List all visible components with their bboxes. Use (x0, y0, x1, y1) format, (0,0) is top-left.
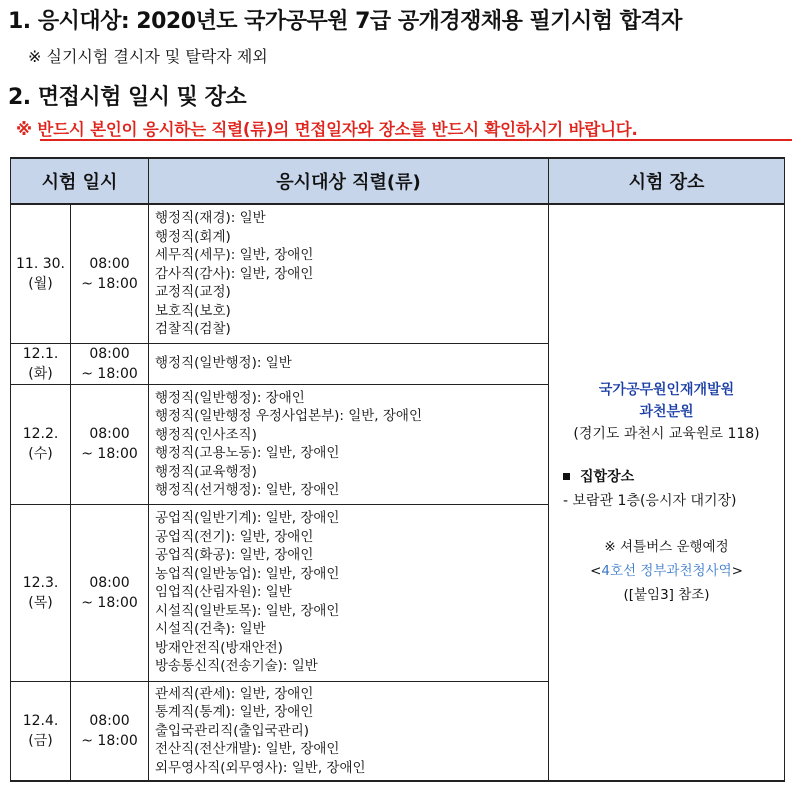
warning-underline (40, 139, 792, 141)
date-cell: 12.1. (화) (11, 343, 71, 384)
job-item: 검찰직(검찰) (155, 321, 231, 337)
assembly-detail: - 보람관 1층(응시자 대기장) (563, 492, 737, 509)
job-series-cell (149, 681, 549, 781)
header-datetime: 시험 일시 (11, 158, 149, 204)
job-item: 행정직(회계) (155, 228, 231, 245)
shuttle-note: ※ 셔틀버스 운행예정 (604, 538, 729, 555)
date-cell: 12.4. (금) (11, 681, 71, 781)
date-cell: 11. 30. (월) (11, 204, 71, 343)
job-item: 시설직(일반토목): 일반, 장애인 (155, 602, 340, 619)
job-series-cell (149, 504, 549, 681)
job-item: 방송통신직(전송기술): 일반 (155, 658, 318, 675)
job-item: 행정직(선거행정): 일반, 장애인 (155, 482, 340, 498)
job-item: 공업직(전기): 일반, 장애인 (155, 528, 314, 545)
time-cell: 08:00 ~ 18:00 (71, 681, 149, 781)
job-item: 세무직(세무): 일반, 장애인 (155, 247, 314, 263)
job-item: 통계직(통계): 일반, 장애인 (155, 704, 314, 720)
assembly-label: 집합장소 (580, 468, 635, 485)
shuttle-info (549, 535, 784, 607)
job-item: 보호직(보호) (155, 302, 231, 319)
heading-interview-schedule: 2. 면접시험 일시 및 장소 (8, 85, 247, 110)
job-series-cell (149, 343, 549, 384)
venue-name: 국가공무원인재개발원 (598, 381, 735, 398)
job-item: 출입국관리직(출입국관리) (155, 722, 309, 739)
job-item: 교정직(교정) (155, 284, 231, 300)
warning-notice: ※ 반드시 본인이 응시하는 직렬(류)의 면접일자와 장소를 반드시 확인하시기 바랍니다. (16, 120, 638, 139)
job-item: 외무영사직(외무영사): 일반, 장애인 (155, 759, 366, 776)
date-cell: 12.3. (목) (11, 504, 71, 681)
header-job-series: 응시대상 직렬(류) (149, 158, 549, 204)
job-item: 행정직(재경): 일반 (155, 210, 266, 226)
square-bullet-icon (563, 473, 570, 480)
time-cell: 08:00 ~ 18:00 (71, 504, 149, 681)
time-cell: 08:00 ~ 18:00 (71, 204, 149, 343)
assembly-point (549, 465, 784, 513)
job-series-cell (149, 204, 549, 343)
job-item: 행정직(일반행정): 일반 (155, 355, 292, 372)
job-item: 관세직(관세): 일반, 장애인 (155, 685, 314, 702)
shuttle-station-line: <4호선 정부과천청사역> (590, 562, 743, 579)
job-item: 행정직(일반행정): 장애인 (155, 389, 305, 406)
table-header-row (11, 158, 785, 204)
time-cell: 08:00 ~ 18:00 (71, 343, 149, 384)
venue-address: (경기도 과천시 교육원로 118) (573, 425, 760, 442)
shuttle-reference: ([붙임3] 참조) (623, 586, 710, 603)
job-item: 공업직(화공): 일반, 장애인 (155, 547, 314, 564)
job-item: 행정직(고용노동): 일반, 장애인 (155, 445, 340, 461)
table-row (11, 204, 785, 343)
job-item: 행정직(인사조직) (155, 426, 257, 443)
venue-branch: 과천분원 (639, 403, 694, 420)
job-item: 방재안전직(방재안전) (155, 639, 283, 656)
job-item: 시설직(건축): 일반 (155, 621, 266, 638)
job-item: 감사직(감사): 일반, 장애인 (155, 265, 314, 282)
location-cell (549, 204, 785, 781)
job-series-cell (149, 384, 549, 504)
shuttle-station: 4호선 정부과천청사역 (601, 562, 732, 579)
exclusion-note: ※ 실기시험 결시자 및 탈락자 제외 (28, 47, 268, 66)
job-item: 임업직(산림자원): 일반 (155, 584, 292, 601)
job-item: 농업직(일반농업): 일반, 장애인 (155, 565, 340, 582)
header-location: 시험 장소 (549, 158, 785, 204)
job-item: 행정직(교육행정) (155, 463, 257, 480)
heading-target-applicants: 1. 응시대상: 2020년도 국가공무원 7급 공개경쟁채용 필기시험 합격자 (8, 9, 682, 34)
job-item: 행정직(일반행정 우정사업본부): 일반, 장애인 (155, 408, 423, 424)
interview-schedule-table (10, 157, 785, 782)
time-cell: 08:00 ~ 18:00 (71, 384, 149, 504)
job-item: 공업직(일반기계): 일반, 장애인 (155, 510, 340, 527)
job-item: 전산직(전산개발): 일반, 장애인 (155, 741, 340, 757)
date-cell: 12.2. (수) (11, 384, 71, 504)
